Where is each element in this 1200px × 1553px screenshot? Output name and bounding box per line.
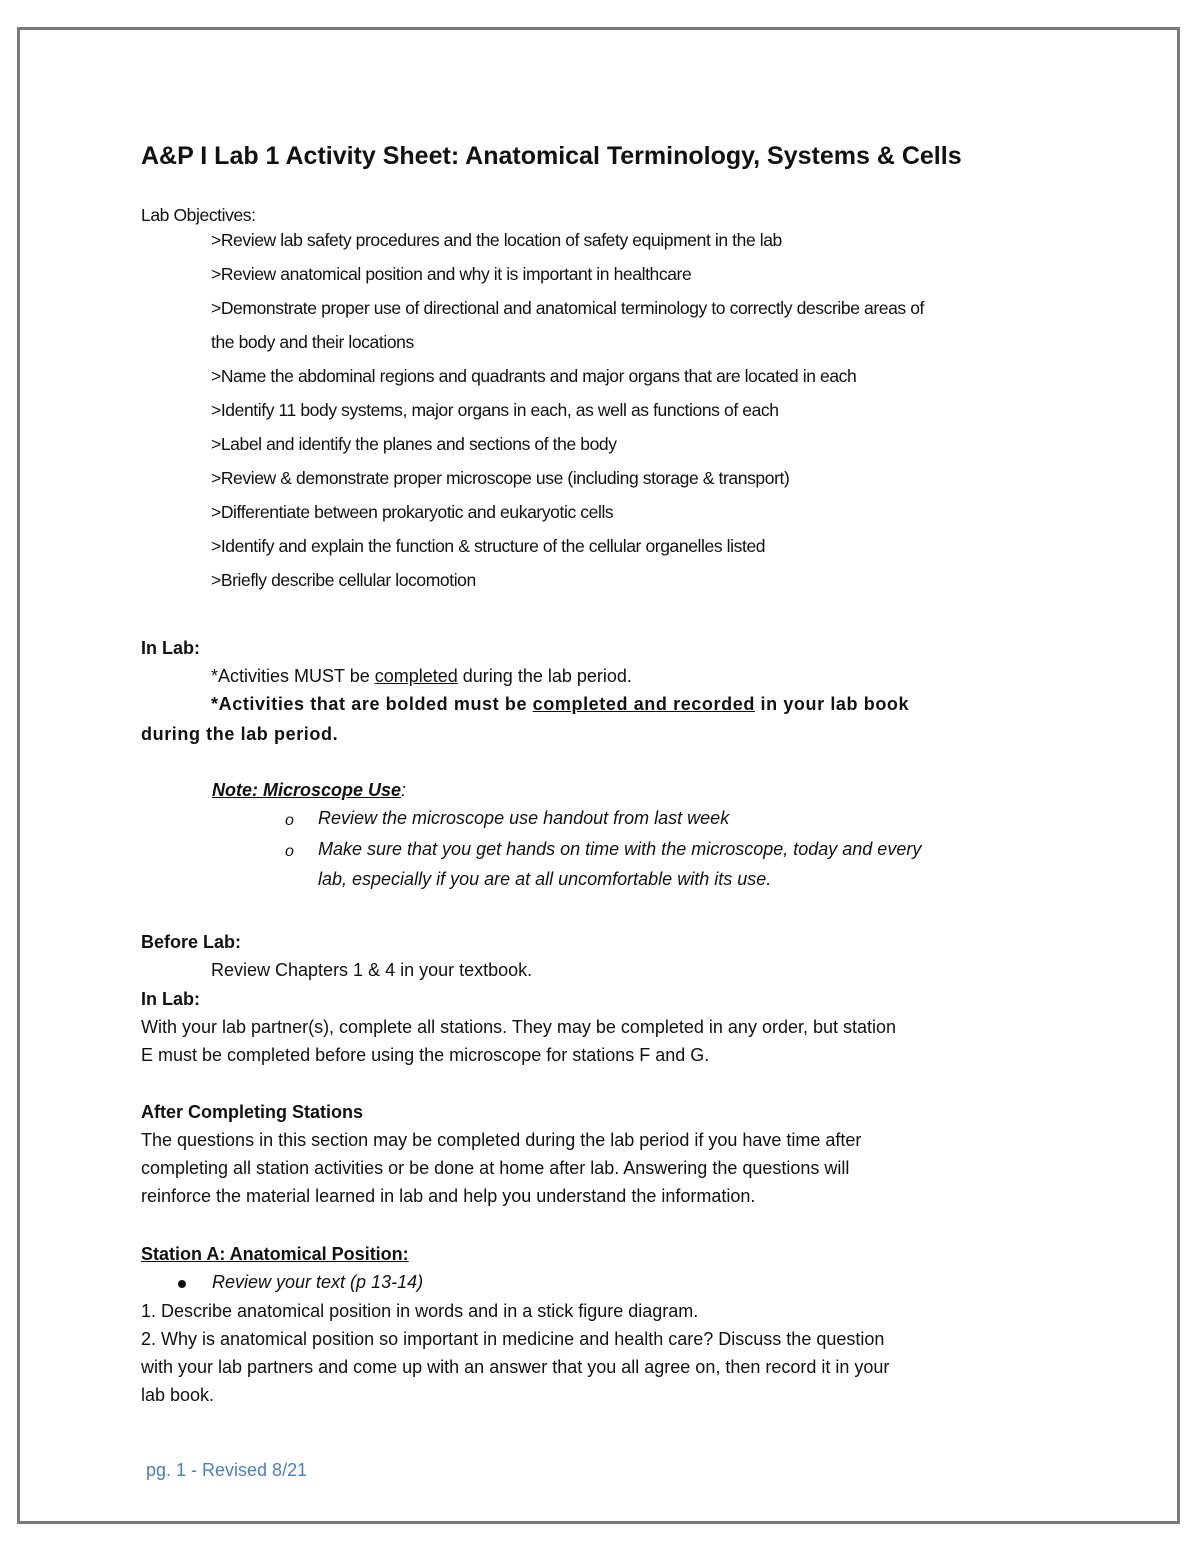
objective-item: >Briefly describe cellular locomotion [211,570,476,590]
in-lab-line-3: during the lab period. [141,724,339,744]
objective-item: >Review lab safety procedures and the location of safety equipment in the lab [211,230,782,250]
after-text-cont: reinforce the material learned in lab and help you understand the information. [141,1186,756,1206]
note-item-1: Review the microscope use handout from last week [318,808,730,828]
objective-item: >Review anatomical position and why it is important in healthcare [211,264,692,284]
note-item-2: Make sure that you get hands on time with the microscope, today and every [318,839,922,859]
station-a-heading: Station A: Anatomical Position: [141,1244,409,1264]
note-item-2-cont: lab, especially if you are at all uncomfortable with its use. [318,869,772,889]
in-lab-2-text-cont: E must be completed before using the microscope for stations F and G. [141,1045,710,1065]
objective-item: >Demonstrate proper use of directional and anatomical terminology to correctly describe areas of [211,298,925,318]
before-lab-text: Review Chapters 1 & 4 in your textbook. [211,960,533,980]
bullet-dot-icon [178,1280,186,1288]
objective-item: the body and their locations [211,332,414,352]
page-footer: pg. 1 - Revised 8/21 [146,1460,308,1480]
before-lab-heading: Before Lab: [141,932,242,952]
objective-item: >Differentiate between prokaryotic and eukaryotic cells [211,502,614,522]
in-lab-heading: In Lab: [141,638,200,658]
page-border [17,27,1180,1524]
note-heading: Note: Microscope Use: [212,780,407,800]
note-bullet-marker: o [285,812,294,829]
objective-item: >Identify and explain the function & structure of the cellular organelles listed [211,536,766,556]
in-lab-2-text: With your lab partner(s), complete all stations. They may be completed in any order, but station [141,1017,897,1037]
note-bullet-marker: o [285,843,294,860]
objectives-heading: Lab Objectives: [141,205,256,225]
objective-item: >Name the abdominal regions and quadrants and major organs that are located in each [211,366,857,386]
after-text: The questions in this section may be completed during the lab period if you have time after [141,1130,862,1150]
objective-item: >Label and identify the planes and sections of the body [211,434,617,454]
station-a-bullet: Review your text (p 13-14) [212,1272,424,1292]
station-a-question-2-cont: lab book. [141,1385,215,1405]
in-lab-2-heading: In Lab: [141,989,200,1009]
station-a-question-2-cont: with your lab partners and come up with an answer that you all agree on, then record it in your [141,1357,890,1377]
in-lab-line-2: *Activities that are bolded must be completed and recorded in your lab book [211,694,910,714]
after-heading: After Completing Stations [141,1102,364,1122]
objective-item: >Review & demonstrate proper microscope use (including storage & transport) [211,468,790,488]
station-a-question-1: 1. Describe anatomical position in words and in a stick figure diagram. [141,1301,699,1321]
after-text-cont: completing all station activities or be done at home after lab. Answering the questions will [141,1158,850,1178]
in-lab-line-1: *Activities MUST be completed during the lab period. [211,666,632,686]
objective-item: >Identify 11 body systems, major organs in each, as well as functions of each [211,400,779,420]
document-title: A&P I Lab 1 Activity Sheet: Anatomical Terminology, Systems & Cells [141,142,962,170]
station-a-question-2: 2. Why is anatomical position so important in medicine and health care? Discuss the question [141,1329,885,1349]
